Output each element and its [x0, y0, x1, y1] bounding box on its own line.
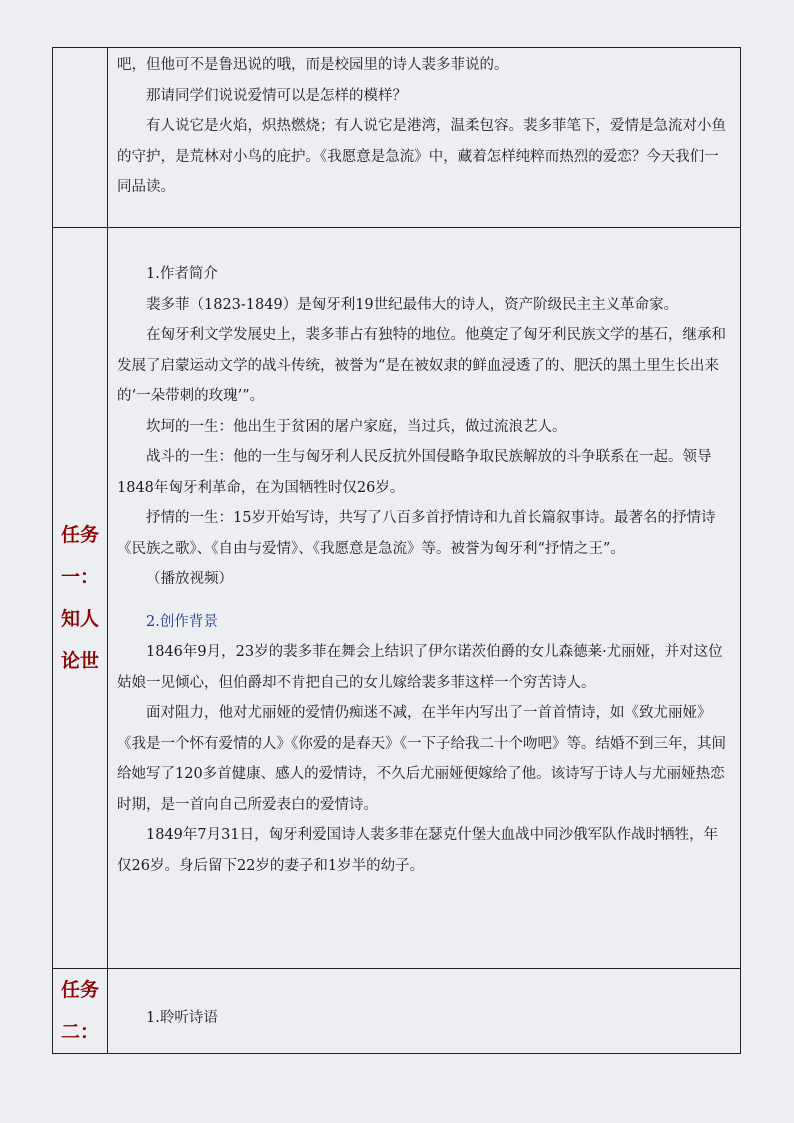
- section-heading-author: 1.作者简介: [146, 266, 218, 282]
- paragraph: 在匈牙利文学发展史上，裴多菲占有独特的地位。他奠定了匈牙利民族文学的基石，继承和发展了启蒙运动文学的战斗传统，被誉为“是在被奴隶的鲜血浸透了的、肥沃的黑土里生长出来的‘一朵带刺的玫瑰’”。: [117, 327, 726, 404]
- label-line: 二：: [60, 1021, 99, 1043]
- lesson-plan-table: [52, 47, 741, 1054]
- paragraph: 战斗的一生：他的一生与匈牙利人民反抗外国侵略争取民族解放的斗争联系在一起。领导1848年匈牙利革命，在为国牺牲时仅26岁。: [117, 449, 712, 496]
- paragraph: 那请同学们说说爱情可以是怎样的模样？: [146, 87, 407, 104]
- paragraph: 抒情的一生：15岁开始写诗，共写了八百多首抒情诗和九首长篇叙事诗。最著名的抒情诗《民族之歌》、《自由与爱情》、《我愿意是急流》等。被誉为匈牙利“抒情之王”。: [117, 510, 716, 557]
- paragraph-video-note: （播放视频）: [146, 571, 233, 587]
- label-line: 论世: [60, 650, 99, 672]
- table-row-intro: [53, 48, 741, 228]
- label-line: 知人: [60, 608, 99, 630]
- task-two-label-cell: [53, 969, 108, 1054]
- task-one-label: [53, 514, 107, 682]
- paragraph: 1849年7月31日，匈牙利爱国诗人裴多菲在瑟克什堡大血战中同沙俄军队作战时牺牲，年仅26岁。身后留下22岁的妻子和1岁半的幼子。: [117, 827, 719, 874]
- task-two-content-cell: [108, 969, 741, 1054]
- task-two-label: [53, 969, 107, 1053]
- label-line: 一：: [60, 566, 99, 588]
- intro-content-cell: [108, 48, 741, 228]
- table-row-task-two: [53, 969, 741, 1054]
- paragraph: 有人说它是火焰，炽热燃烧；有人说它是港湾，温柔包容。裴多菲笔下，爱情是急流对小鱼的守护，是荒林对小鸟的庇护。《我愿意是急流》中，藏着怎样纯粹而热烈的爱恋？今天我们一同品读。: [117, 118, 726, 195]
- section-heading-listen: 1.聆听诗语: [146, 1010, 218, 1026]
- task-one-content-cell: [108, 228, 741, 969]
- label-line: 任务: [60, 524, 99, 546]
- paragraph: 吧，但他可不是鲁迅说的哦，而是校园里的诗人裴多菲说的。: [117, 57, 509, 73]
- task-one-label-cell: [53, 228, 108, 969]
- empty-label-cell: [53, 48, 108, 228]
- paragraph: 1846年9月，23岁的裴多菲在舞会上结识了伊尔诺茨伯爵的女儿森德莱·尤丽娅，并对这位姑娘一见倾心，但伯爵却不肯把自己的女儿嫁给裴多菲这样一个穷苦诗人。: [117, 644, 723, 691]
- table-row-task-one: [53, 228, 741, 969]
- section-heading-background: 2.创作背景: [146, 613, 218, 630]
- label-line: 任务: [60, 979, 99, 1001]
- paragraph: 坎坷的一生：他出生于贫困的屠户家庭，当过兵，做过流浪艺人。: [146, 418, 567, 435]
- paragraph: 面对阻力，他对尤丽娅的爱情仍痴迷不减，在半年内写出了一首首情诗，如《致尤丽娅》《我是一个怀有爱情的人》《你爱的是春天》《一下子给我二十个吻吧》等。结婚不到三年，其间给她写了120多首健康、感人的爱情诗，不久后尤丽娅便嫁给了他。该诗写于诗人与尤丽娅热恋时期，是一首向自己所爱表白的爱情诗。: [117, 705, 726, 813]
- paragraph: 裴多菲（1823-1849）是匈牙利19世纪最伟大的诗人，资产阶级民主主义革命家。: [146, 296, 679, 313]
